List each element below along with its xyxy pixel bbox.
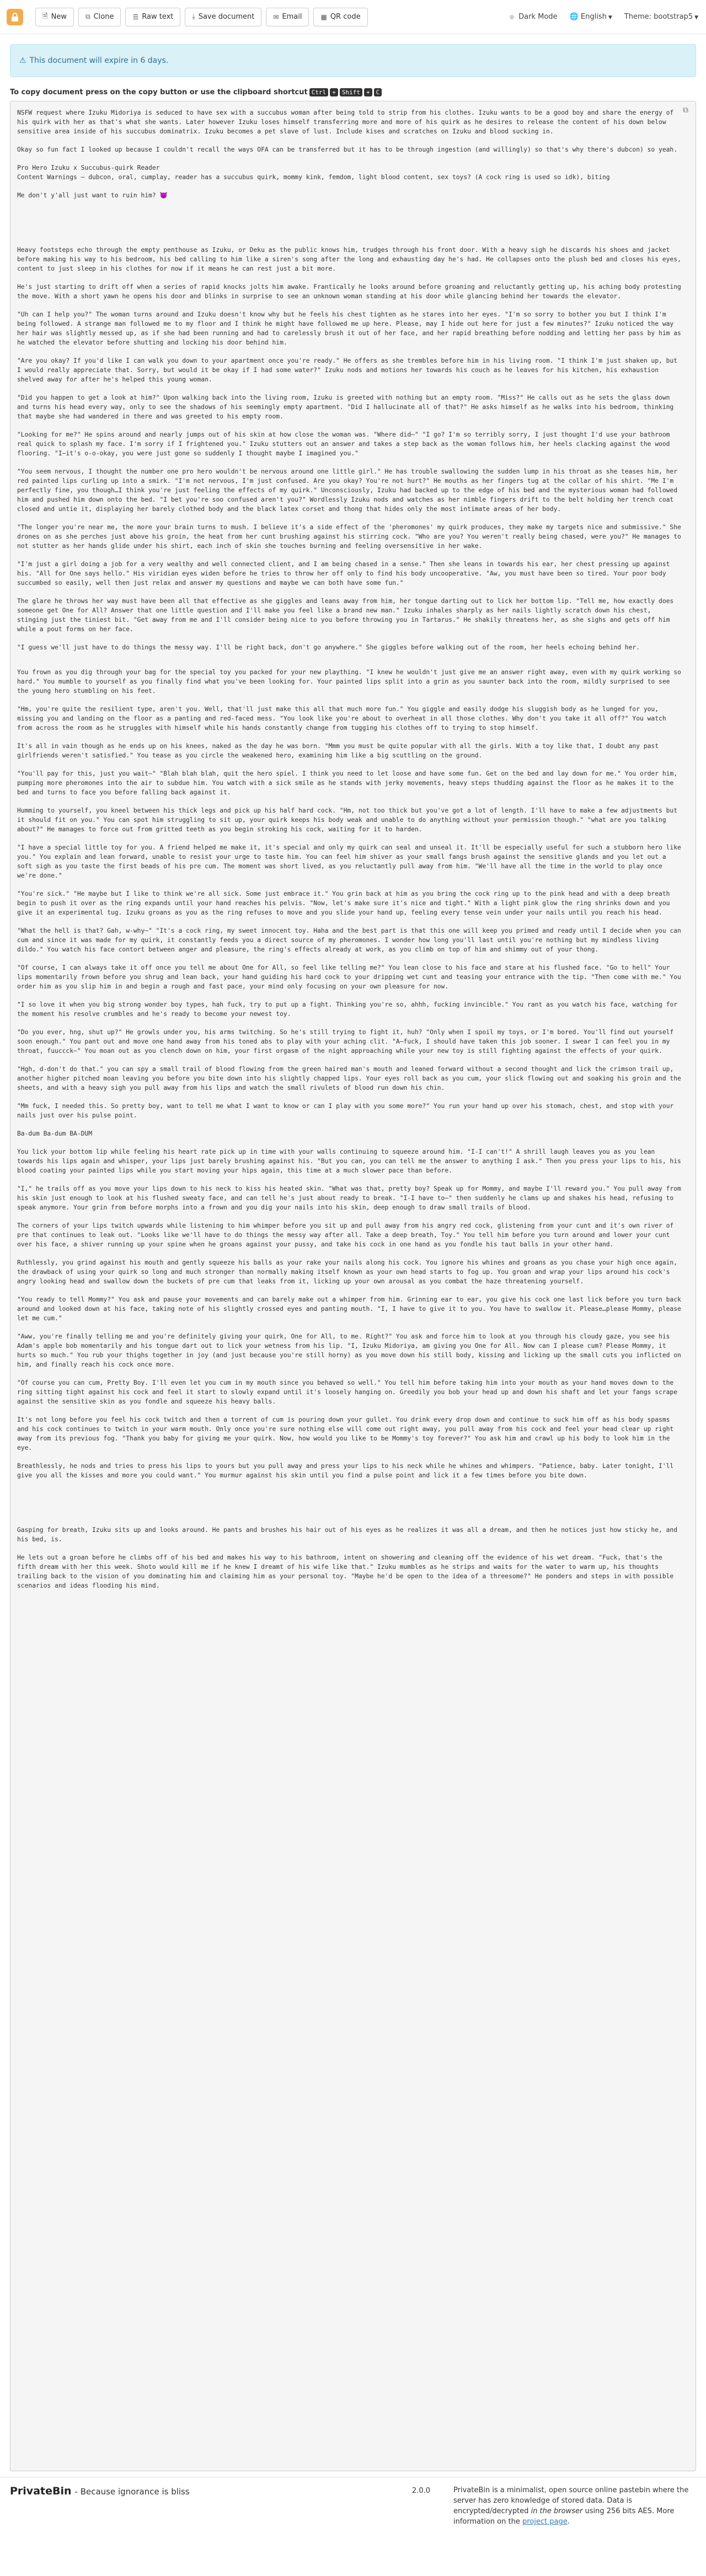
language-label: English: [580, 13, 607, 21]
text-icon: ☰: [132, 13, 139, 21]
save-document-button[interactable]: [185, 8, 261, 26]
paste-paragraph: "Uh can I help you?" The woman turns around and Izuku doesn't know why but he feels his chest tighten as he stares into her eyes. "I'm so sorry to bother you but I think I'm being followed. A strange man followed me to my floor and I think he might have followed me up here. Please, may I hide out here for just a few minutes?" Izuku noticed the way her hair was slightly messed up, as if she had been running and had to carelessly brush it out of her face, and her rapid breathing before nodding and letting her pass by him as he watched the elevator before shutting and locking his door behind him.: [17, 311, 685, 346]
paste-paragraph: Ruthlessly, you grind against his mouth and gently squeeze his balls as your rake your nails along his cock. You ignore his whines and groans as you chase your high once again, the drawback of using your quirk so long and much stronger than normally making itself known as your own head starts to fog up. You groan and wrap your lips around his cock's angry looking head and swallow down the buckets of pre cum that leaks from it, licking up your own arousal as you combat the haze threatening yourself.: [17, 1259, 681, 1285]
chevron-down-icon: ▼: [608, 15, 612, 20]
navbar: [0, 0, 706, 34]
dark-mode-toggle[interactable]: [510, 15, 514, 19]
shortcut-key: Ctrl: [309, 88, 329, 96]
download-icon: ⤓: [192, 13, 195, 20]
paste-paragraph: "Of course, I can always take it off once you tell me about One for All, so feel like telling me?" You lean close to his face and stare at his flushed face. "Go to hell" Your lips momentarily frown before you shrug and lean back, your hand guiding his hard cock to your dripping wet cunt and teasing your entrance with the tip. "Then come with me." You order him as you slip him in and begin a rough and fast pace, your mind only focusing on your own pleasure for now.: [17, 964, 685, 990]
paste-paragraph: "Are you okay? If you'd like I can walk you down to your apartment once you're ready." He offers as she trembles before him in his living room. "I think I'm just shaken up, but I would really appreciate that. Sorry, but would it be okay if I had some water?" Izuku nods and motions her towards his couch as he leaves for his kitchen, his exhaustion shelved away for after he's helped this young woman.: [17, 357, 681, 383]
paste-paragraph: He lets out a groan before he climbs off of his bed and makes his way to his bathroom, intent on showering and cleaning off the evidence of his wet dream. "Fuck, that's the fifth dream with her this week. Shoto would kill me if he knew I dreamt of his wife like that." Izuku mumbles as he strips and waits for the water to warm up, his thoughts trailing back to the vision of you dominating him and claiming him as your personal toy. "Maybe he'd be open to the idea of a threesome?" He ponders and steps in with possible scenarios and ideas flooding his mind.: [17, 1554, 678, 1589]
footer-about: [453, 2485, 696, 2527]
paste-paragraph: "Mm fuck, I needed this. So pretty boy, want to tell me what I want to know or can I play with you some more?" You run your hand up over his stomach, chest, and stop with your nails just over his pulse point.: [17, 1103, 678, 1119]
privatebin-logo[interactable]: [7, 9, 23, 25]
email-button[interactable]: [266, 8, 309, 26]
save-document-button-label: Save document: [198, 13, 255, 21]
shortcut-key: Shift: [340, 88, 362, 96]
paste-paragraph: He's just starting to drift off when a series of rapid knocks jolts him awake. Frantically he looks around before groaning and reluctantly getting up, his aching body protesting the move. With a short yawn he opens his door and blinks in surprise to see an unknown woman standing at his door while glancing behind her towards the elevator.: [17, 283, 685, 300]
paste-paragraph: "I have a special little toy for you. A friend helped me make it, it's special and only my quirk can seal and unseal it. It'll be especially useful for such a stubborn hero like you." You explain and lean forward, unable to resist your urge to taste him. You can feel him shiver as your small fangs brush against the sensitive glands and you let out a soft sigh as you taste the first beads of his pre cum. The moment was short lived, as you reluctantly pull away from him. "We'll have all the time in the world to play once we're done.": [17, 844, 685, 879]
new-button[interactable]: [35, 8, 74, 26]
shortcut-key: +: [330, 88, 338, 96]
paste-paragraph: "You're sick." "He maybe but I like to think we're all sick. Some just embrace it." You grin back at him as you bring the cock ring up to the pink head and with a deep breath begin to push it over as the ring expands until your hand reaches his pelvis. "Now, let's make sure it's nice and tight." With a light pink glow the ring shrinks down and you give it an experimental tug. Izuku groans as you as the ring refuses to move and you slide your hand up, feeling every tense vein under your nails until you reach his head.: [17, 890, 674, 916]
paste-paragraph: Gasping for breath, Izuku sits up and looks around. He pants and brushes his hair out of his eyes as he realizes it was all a dream, and then he notices just how sticky he, and his bed, is.: [17, 1526, 681, 1543]
raw-text-button-label: Raw text: [142, 13, 174, 21]
new-button-label: New: [51, 13, 67, 21]
paste-paragraph: Breathlessly, he nods and tries to press his lips to yours but you pull away and press your lips to his neck while he whines and whimpers. "Patience, baby. Later tonight, I'll give you all the kisses and more you could want." You murmur against his skin until you find a pulse point and lick it a few times before you bite down.: [17, 1462, 678, 1479]
paste-paragraph: The corners of your lips twitch upwards while listening to him whimper before you sit up and pull away from his angry red cock, glistening from your cunt and it's own river of pre that continues to leak out. "Looks like we'll have to do things the messy way after all. Take a deep breath, Toy." You tell him before you turn around and lower your cunt over his face, a shiver running up your spine when he groans against your pussy, and take his cock in one hand as you fondle his taut balls in your other hand.: [17, 1222, 678, 1248]
project-page-link[interactable]: project page: [522, 2518, 568, 2526]
paste-paragraph: Okay so fun fact I looked up because I couldn't recall the ways OFA can be transferred but it has to be through ingestion (and willingly) so that's why there's dubcon) so yeah.: [17, 146, 678, 153]
clone-button[interactable]: [78, 8, 121, 26]
paste-paragraph: "Hgh, d-don't do that." you can spy a small trail of blood flowing from the green haired man's mouth and leaned forward without a second thought and lick the crimson trail up, another higher pitched moan leaving you before you bite down into his slightly chapped lips. Your eyes roll back as you cum, your slick flowing out and soaking his groin and the sheets, and with a heavy sigh you pull away from his lips and watch the small rivulets of blood run down his chin.: [17, 1066, 685, 1091]
globe-icon: 🌐: [569, 13, 579, 21]
paste-paragraph: Heavy footsteps echo through the empty penthouse as Izuku, or Deku as the public knows him, trudges through his front door. With a heavy sigh he discards his shoes and jacket before making his way to his bedroom, his bed calling to him like a siren's song after the long and exhausting day he's had. He collapses onto the plush bed and closes his eyes, content to just sleep in his clothes for now if it means he can rest just a bit more.: [17, 246, 685, 272]
about-text-cont: using 256 bits AES. More information on the: [453, 2507, 675, 2526]
paste-paragraph: Pro Hero Izuku x Succubus-quirk Reader Content Warnings – dubcon, oral, cumplay, reader has a succubus quirk, mommy kink, femdom, light blood content, sex toys? (A cock ring is used so idk), biting: [17, 164, 610, 181]
chevron-down-icon: ▼: [694, 15, 698, 20]
paste-paragraph: "You'll pay for this, just you wait—" "Blah blah blah, quit the hero spiel. I think you need to let loose and have some fun. Get on the bed and lay down for me." You order him, pumping more pheromones into the air to subdue him. You watch with a sick smile as he stands with jerky movements, heavy steps thudding against the floor as he makes it to the bed and turns to face you before falling back against it.: [17, 770, 681, 796]
theme-label: Theme: bootstrap5: [624, 13, 693, 21]
paste-paragraph: "I so love it when you big strong wonder boy types, hah fuck, try to put up a fight. Thinking you're so, ahhh, fucking invincible." You rant as you watch his face, watching for the moment his resolve crumbles and he's ready to become your newest toy.: [17, 1001, 681, 1018]
copy-hint-text: To copy document press on the copy button or use the clipboard shortcut: [10, 88, 308, 96]
dark-mode-label[interactable]: Dark Mode: [518, 13, 558, 21]
expiration-text: This document will expire in 6 days.: [29, 56, 169, 65]
copy-icon[interactable]: ⧉: [683, 106, 688, 115]
paste-paragraph: It's not long before you feel his cock twitch and then a torrent of cum is pouring down your gullet. You drink every drop down and continue to suck him off as his body spasms and his cock continues to twitch in your warm mouth. Only once you're sure nothing else will come out right away, you pull away from his cock and feel your head clear up right away from its previous fog. "Thank you baby for giving me your quirk. Now, how would you like to be Mommy's toy forever?" You ask him and crawl up his body to look him in the eye.: [17, 1416, 678, 1451]
lock-icon: [10, 12, 19, 22]
paste-paragraph: "You ready to tell Mommy?" You ask and pause your movements and can barely make out a whimper from him. Grinning ear to ear, you give his cock one last lick before you turn back around and looked down at his face, taking note of his slightly crossed eyes and panting mouth. "I, I have to give it to you. You have to swallow it. Please…please Mommy, please let me cum.": [17, 1296, 685, 1322]
paste-paragraph: "What the hell is that? Gah, w-why—" "It's a cock ring, my sweet innocent toy. Haha and the best part is that this one will keep you primed and ready until I decide when you can cum and since it was made for my quirk, it constantly feeds you a direct source of my pheromones. I wonder how long you'll last until you're nothing but my mindless living dildo." You watch his face contort between anger and pleasure, the ring's effects already at work, as you climb on top of him and shimmy out of your thong.: [17, 927, 685, 953]
footer-brand: PrivateBin: [10, 2485, 72, 2497]
paste-paragraph: "Of course you can cum, Pretty Boy. I'll even let you cum in my mouth since you behaved so well." You tell him before taking him into your mouth as your hand moves down to the ring sitting tight against his cock and feel it start to slowly expand until it's loosely hanging on. Greedily you bob your head up and down his shaft and let your fangs scrape against the sensitive skin as you fondle and squeeze his heavy balls.: [17, 1379, 681, 1405]
theme-dropdown[interactable]: [624, 13, 698, 21]
paste-paragraph: Me don't y'all just want to ruin him? 😈: [17, 192, 168, 199]
copy-hint: [10, 88, 696, 96]
email-button-label: Email: [282, 13, 302, 21]
expiration-alert: [10, 44, 696, 77]
qr-code-button[interactable]: [313, 8, 367, 26]
envelope-icon: ✉: [273, 13, 279, 21]
paste-paragraph: Humming to yourself, you kneel between his thick legs and pick up his half hard cock. "Hm, not too thick but you've got a lot of length. I'll have to make a few adjustments but it should fit on you." You can spot him struggling to sit up, your quirk keeps his body weak and unable to do anything without your permission though." "what are you talking about?" He manages to force out from gritted teeth as you begin stroking his cock, waiting for it to harden.: [17, 807, 681, 833]
version-number: 2.0.0: [411, 2487, 430, 2495]
paste-paragraph: It's all in vain though as he ends up on his knees, naked as the day he was born. "Mmm you must be quite popular with all the girls. With a toy like that, I doubt any past girlfriends weren't satisfied." You tease as you circle the weakened hero, examining him like a big scuttling on the ground.: [17, 743, 662, 759]
paste-paragraph: "Aww, you're finally telling me and you're definitely giving your quirk, One for All, to me. Right?" You ask and force him to look at you through his cloudy gaze, you see his Adam's apple bob momentarily and his tongue dart out to lick your wetness from his lip. "I, Izuku Midoriya, am giving you One for All. Now can I please cum? Please Mommy, it hurts so much." You rub your thighs together in joy (and just because you're still horny) as you move down his still body, kissing and licking up the small cuts you inflicted on him, and finally reach his cock once more.: [17, 1333, 685, 1368]
clone-button-label: Clone: [93, 13, 114, 21]
about-text: PrivateBin is a minimalist, open source online pastebin where the server has zero knowledge of stored data. Data is encrypted/decrypted: [453, 2486, 689, 2515]
paste-paragraph: "I'm just a girl doing a job for a very wealthy and well connected client, and I am being chased in a sense." Then she leans in towards his ear, her chest pressing up against his. "All for One says hello." His viridian eyes widen before he tries to throw her off only to find his body uncooperative. "Aw, you must have been so tired. Your poor body succumbed so easily, well then just relax and answer my questions and maybe we can both have some fun.": [17, 561, 674, 587]
raw-text-button[interactable]: [125, 8, 180, 26]
qr-code-button-label: QR code: [330, 13, 361, 21]
file-icon: 🗎: [42, 12, 48, 20]
paste-paragraph: NSFW request where Izuku Midoriya is seduced to have sex with a succubus woman after being told to strip from his clothes. Izuku wants to be a good boy and share the energy of his quirk with her as that's what she wants. Later however Izuku loses himself transferring more and more of his quirk as he desires to release the content of his down below sensitive area inside of his succubus dominatrix. Izuku becomes a pet slave of lust. Include kises and scratches on Izuku and blood sucking in.: [17, 109, 678, 135]
duplicate-icon: ⧉: [85, 13, 90, 20]
nav-right: [510, 13, 699, 21]
qrcode-icon: ▦: [320, 13, 327, 21]
paste-paragraph: "I guess we'll just have to do things the messy way. I'll be right back, don't go anywhere." She giggles before walking out of the room, her heels echoing behind her.: [17, 644, 640, 651]
shortcut-key: +: [364, 88, 372, 96]
paste-paragraph: "Hm, you're quite the resilient type, aren't you. Well, that'll just make this all that much more fun." You giggle and easily dodge his sluggish body as he lunged for you, missing you and landing on the floor as a panting and red-faced mess. "You look like you're about to overheat in all those clothes. Why don't you take it all off?" You watch from across the room as he struggles with himself while his hands constantly change from tugging his clothes off to trying to stop himself.: [17, 706, 670, 732]
footer: [0, 2477, 706, 2526]
paste-paragraph: "Did you happen to get a look at him?" Upon walking back into the living room, Izuku is greeted with nothing but an empty room. "Miss?" He calls out as he sets the glass down and turns his head every way, only to see the shadows of his seemingly empty apartment. "Did I hallucinate all of that?" He asks himself as he walks into his bedroom, thinking that maybe she had wandered in there and was greeted to his empty room.: [17, 394, 678, 420]
paste-paragraph: "The longer you're near me, the more your brain turns to mush. I believe it's a side effect of the 'pheromones' my quirk produces, they make my targets nice and submissive." She drones on as she perches just above his groin, the heat from her cunt brushing against his stirring cock. "Who are you? You weren't really being chased, were you?" He manages to not stutter as her hands glide under his shirt, each inch of skin she touches burning and feeling oversensitive in her wake.: [17, 524, 685, 550]
info-icon: ⚠: [19, 56, 26, 65]
main-content: [0, 34, 706, 2471]
paste-paragraph: The glare he throws her way must have been all that effective as she giggles and leans away from him, her tongue darting out to lick her bottom lip. "Tell me, how exactly does someone get One for All? Answer that one little question and I'll make you feel like a brand new man." Izuku inhales sharply as her nails lightly scratch down his chest, stinging just the tiniest bit. "Get away from me and I'll consider being nice to you before throwing you in Tartarus." He shakily threatens her, as she sighs and gets off him while a pout forms on her face.: [17, 598, 678, 633]
language-dropdown[interactable]: [570, 13, 612, 21]
paste-paragraph: You lick your bottom lip while feeling his heart rate pick up in time with your walls continuing to squeeze around him. "I-I can't!" A shrill laugh leaves you as you lean towards his lips again and whisper, your lips just barely brushing against his. "But you can, you can tell me the answer to anything I ask." Then you press your lips to his, his blood coating your painted lips while you start moving your hips again, this time at a much slower pace than before.: [17, 1148, 685, 1174]
about-period: .: [567, 2518, 570, 2526]
paste-paragraph: "You seem nervous, I thought the number one pro hero wouldn't be nervous around one little girl." He has trouble swallowing the sudden lump in his throat as she teases him, her red painted lips curling up into a smirk. "I'm not nervous, I'm just confused. Are you okay? You're not hurt?" He mouths as her fingers tug at the collar of his shirt. "Me I'm perfectly fine, you though…I think you're just feeling the effects of my quirk." Unconsciously, Izuku had backed up to the edge of his bed and the mysterious woman had followed him and pushed him down onto the bed. "I bet you're soo confused aren't you?" Wordlessly Izuku nods and watches as her nimble fingers drift to the belt holding her trench coat closed and untie it, displaying her barely clothed body and the black latex corset and thong that hides only the most intimate areas of her body.: [17, 468, 681, 513]
paste-paragraph: "Do you ever, hng, shut up?" He growls under you, his arms twitching. So he's still trying to fight it, huh? "Only when I spoil my toys, or I'm bored. You'll find out yourself soon enough." You pant out and move one hand away from his toned abs to play with your aching clit. "A—fuck, I should have taken this job sooner. I swear I can feel you in my throat, fuuccck—" You moan out as you clench down on him, your first orgasm of the night approaching while your new toy is still fighting against the effects of your quirk.: [17, 1029, 678, 1055]
shortcut-key: C: [374, 88, 382, 96]
footer-tagline: - Because ignorance is bliss: [74, 2487, 190, 2497]
about-italic: in the browser: [531, 2507, 583, 2515]
paste-paragraph: Ba-dum Ba-dum BA-DUM: [17, 1130, 93, 1137]
paste-paragraph: "Looking for me?" He spins around and nearly jumps out of his skin at how close the woman was. "Where did—" "I go? I'm so terribly sorry, I just thought I'd use your bathroom real quick to splash my face. I'm sorry if I frightened you." Izuku stutters out an answer and takes a step back as the woman follows him, her heels clacking against the wood flooring. "I—it's o-o-okay, you were just gone so suddenly I thought maybe I imagined you.": [17, 431, 674, 457]
paste-content[interactable]: [10, 101, 696, 2471]
paste-paragraph: "I," he trails off as you move your lips down to his neck to kiss his heated skin. "What was that, pretty boy? Speak up for Mommy, and maybe I'll reward you." You pull away from his skin just enough to look at his flushed sweaty face, and can tell he's just about ready to break. "I-I have to—" then suddenly he clams up and shakes his head, refusing to speak anymore. Your grin from before morphs into a frown and you dig your nails into his skin, deep enough to draw small trails of blood.: [17, 1185, 685, 1211]
paste-paragraph: You frown as you dig through your bag for the special toy you packed for your new plaything. "I knew he wouldn't just give me an answer right away, even with my quirk working so hard." You mumble to yourself as you finally find what you've been looking for. Your painted lips split into a grin as you saunter back into the room, mildly surprised to see the young hero stumbling on his feet.: [17, 669, 685, 695]
